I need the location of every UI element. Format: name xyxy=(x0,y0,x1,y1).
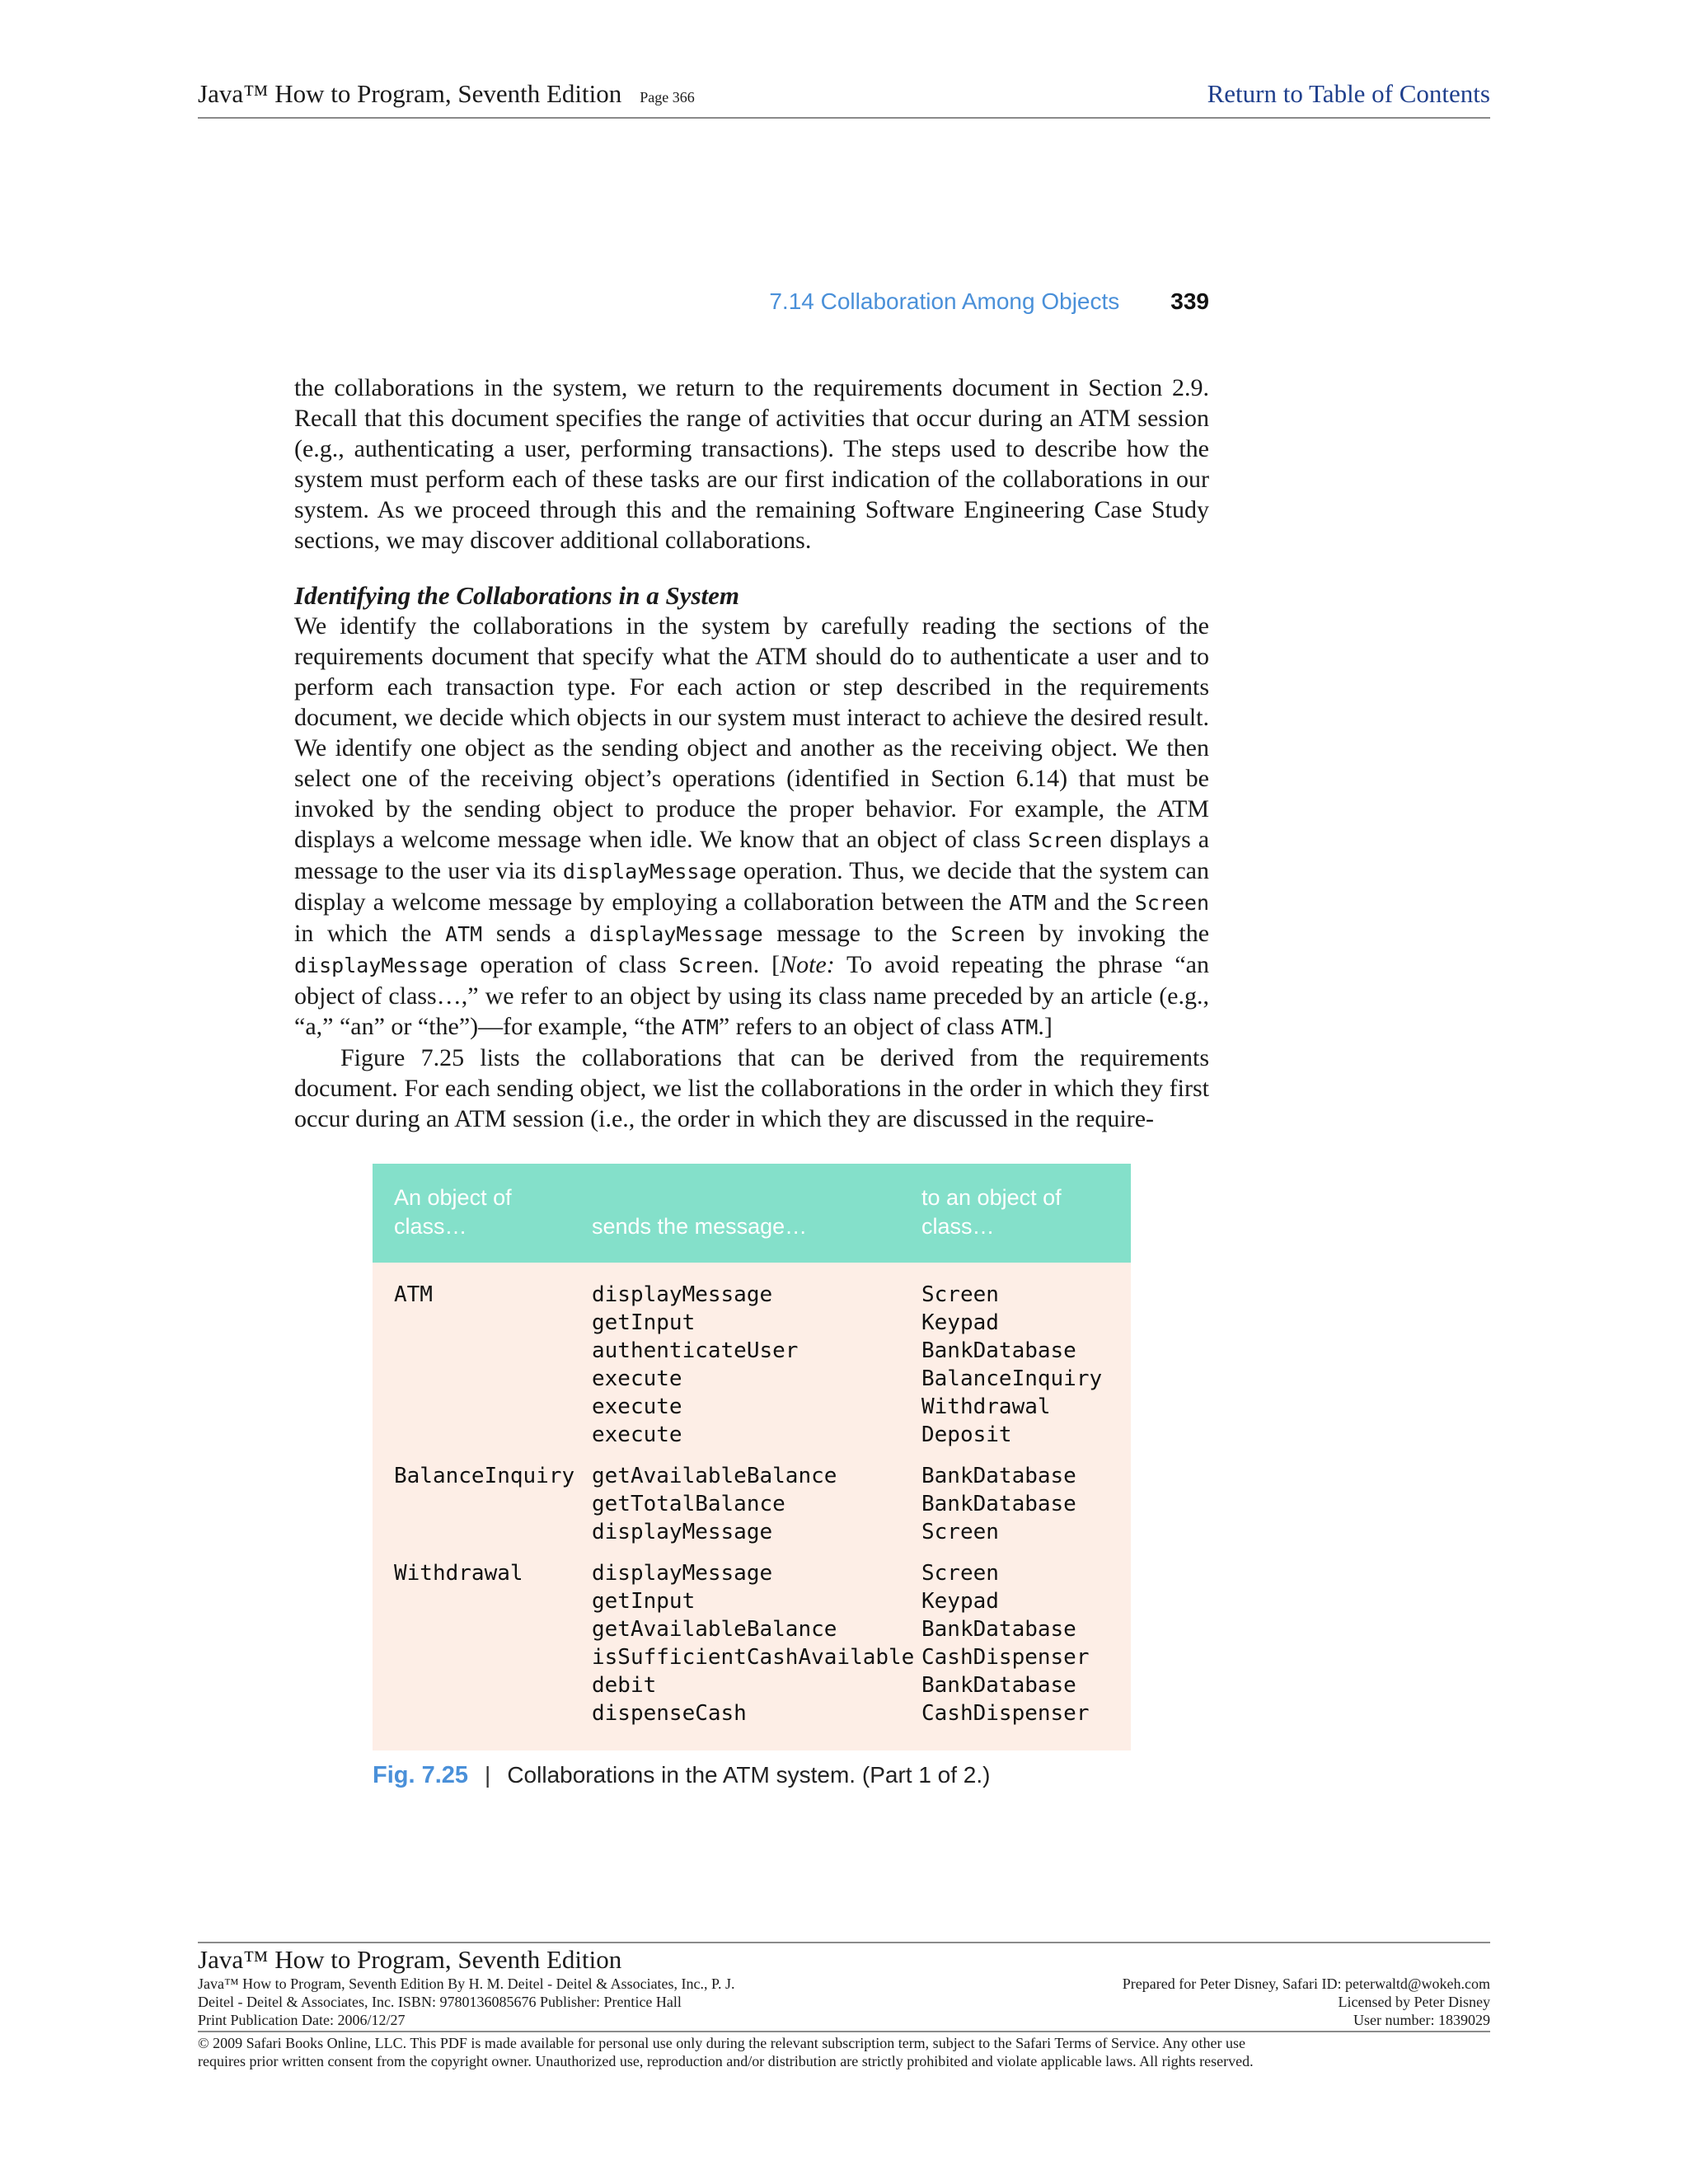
copyright-notice: © 2009 Safari Books Online, LLC. This PDF is made available for personal use only during the relevant subscription term, subject to the Safari Terms of Service. Any other use requires prior written consent from the copyright owner. Unauthorized use, reproduction and/or distribution are strictly prohibited and violate applicable laws. All rights reserved. xyxy=(198,2031,1490,2070)
receiver-class-cell: Withdrawal xyxy=(921,1394,1051,1419)
table-group xyxy=(373,1281,1131,1449)
footer-line-1-left: Java™ How to Program, Seventh Edition By H. M. Deitel - Deitel & Associates, Inc., P. J. xyxy=(198,1975,735,1992)
message-cell: getTotalBalance xyxy=(592,1492,785,1516)
receiver-class-cell: BankDatabase xyxy=(921,1617,1076,1642)
page-number: 339 xyxy=(1170,288,1209,314)
footer-book-title: Java™ How to Program, Seventh Edition xyxy=(198,1945,622,1974)
message-cell: getInput xyxy=(592,1310,696,1335)
message-cell: getAvailableBalance xyxy=(592,1464,837,1488)
receiver-class-cell: BankDatabase xyxy=(921,1464,1076,1488)
receiver-class-cell: Deposit xyxy=(921,1422,1012,1447)
sender-class-cell: BalanceInquiry xyxy=(394,1464,575,1488)
receiver-class-cell: BankDatabase xyxy=(921,1673,1076,1698)
return-to-toc-link[interactable]: Return to Table of Contents xyxy=(1207,79,1490,108)
footer-line-1-right: Prepared for Peter Disney, Safari ID: peterwaltd@wokeh.com xyxy=(1122,1975,1490,1992)
table-body xyxy=(373,1269,1131,1727)
header-page-label: Page 366 xyxy=(640,89,695,105)
figure-caption: Fig. 7.25 | Collaborations in the ATM system. (Part 1 of 2.) xyxy=(373,1762,991,1788)
message-cell: execute xyxy=(592,1422,682,1447)
message-cell: getAvailableBalance xyxy=(592,1617,837,1642)
message-cell: displayMessage xyxy=(592,1282,773,1307)
section-heading: Identifying the Collaborations in a System xyxy=(294,581,739,610)
receiver-class-cell: Keypad xyxy=(921,1310,999,1335)
body-text xyxy=(294,373,1209,1134)
page-header xyxy=(198,79,1490,119)
receiver-class-cell: Screen xyxy=(921,1520,999,1544)
message-cell: debit xyxy=(592,1673,657,1698)
message-cell: displayMessage xyxy=(592,1561,773,1586)
table-header xyxy=(373,1164,1131,1263)
table-group xyxy=(373,1462,1131,1546)
footer-line-3-right: User number: 1839029 xyxy=(1353,2012,1490,2028)
receiver-class-cell: BalanceInquiry xyxy=(921,1366,1103,1391)
paragraph-2: We identify the collaborations in the system by carefully reading the sections of the requirements document that specify what the ATM should do to authenticate a user and to perform each transaction type. For each action or step described in the requirements document, we decide which objects in our system must interact to achieve the desired result. We identify one object as the sending object and another as the receiving object. We then select one of the receiving object’s operations (identified in Section 6.14) that must be invoked by the sending object to produce the proper behavior. For example, the ATM displays a welcome message when idle. We know that an object of class Screen displays a message to the user via its displayMessage operation. Thus, we decide that the system can display a welcome message by employing a collaboration between the ATM and the Screen in which the ATM sends a displayMessage message to the Screen by invoking the displayMessage operation of class Screen. [Note: To avoid repeating the phrase “an object of class…,” we refer to an object by using its class name preceded by an article (e.g., “a,” “an” or “the”)—for example, “the ATM” refers to an object of class ATM.] xyxy=(294,612,1210,1040)
message-cell: getInput xyxy=(592,1589,696,1614)
table-group xyxy=(373,1559,1131,1727)
page-footer xyxy=(198,1942,1490,2070)
collaborations-table xyxy=(373,1164,1131,1750)
header-receiver-class: to an object of class… xyxy=(921,1185,1062,1239)
running-head xyxy=(294,288,1209,321)
footer-line-2-left: Deitel - Deitel & Associates, Inc. ISBN: 9780136085676 Publisher: Prentice Hall xyxy=(198,1994,682,2010)
receiver-class-cell: Keypad xyxy=(921,1589,999,1614)
header-book-title: Java™ How to Program, Seventh Edition Page 366 xyxy=(198,79,695,108)
receiver-class-cell: Screen xyxy=(921,1282,999,1307)
header-message: sends the message… xyxy=(592,1214,808,1239)
receiver-class-cell: CashDispenser xyxy=(921,1645,1090,1670)
figure-caption-text: Collaborations in the ATM system. (Part 1 of 2.) xyxy=(507,1762,991,1788)
figure-label: Fig. 7.25 xyxy=(373,1762,469,1788)
receiver-class-cell: BankDatabase xyxy=(921,1492,1076,1516)
paragraph-1: the collaborations in the system, we return to the requirements document in Section 2.9. Recall that this document specifies the range of activities that occur during an ATM session (e.g., authenticating a user, performing transactions). The steps used to describe how the system must perform each of these tasks are our first indication of the collaborations in our system. As we proceed through this and the remaining Software Engineering Case Study sections, we may discover additional collaborations. xyxy=(294,374,1209,554)
message-cell: execute xyxy=(592,1366,682,1391)
footer-line-2-right: Licensed by Peter Disney xyxy=(1338,1994,1490,2010)
message-cell: authenticateUser xyxy=(592,1338,799,1363)
receiver-class-cell: BankDatabase xyxy=(921,1338,1076,1363)
receiver-class-cell: Screen xyxy=(921,1561,999,1586)
header-sender-class: An object of class… xyxy=(394,1185,512,1239)
sender-class-cell: ATM xyxy=(394,1282,433,1307)
message-cell: dispenseCash xyxy=(592,1701,747,1726)
footer-line-3-left: Print Publication Date: 2006/12/27 xyxy=(198,2012,406,2028)
receiver-class-cell: CashDispenser xyxy=(921,1701,1090,1726)
message-cell: execute xyxy=(592,1394,682,1419)
sender-class-cell: Withdrawal xyxy=(394,1561,523,1586)
message-cell: displayMessage xyxy=(592,1520,773,1544)
section-title: 7.14 Collaboration Among Objects xyxy=(769,288,1120,314)
paragraph-3: Figure 7.25 lists the collaborations that can be derived from the requirements document. For each sending object, we list the collaborations in the order in which they first occur during an ATM session (i.e., the order in which they are discussed in the require- xyxy=(294,1044,1209,1132)
message-cell: isSufficientCashAvailable xyxy=(592,1645,915,1670)
